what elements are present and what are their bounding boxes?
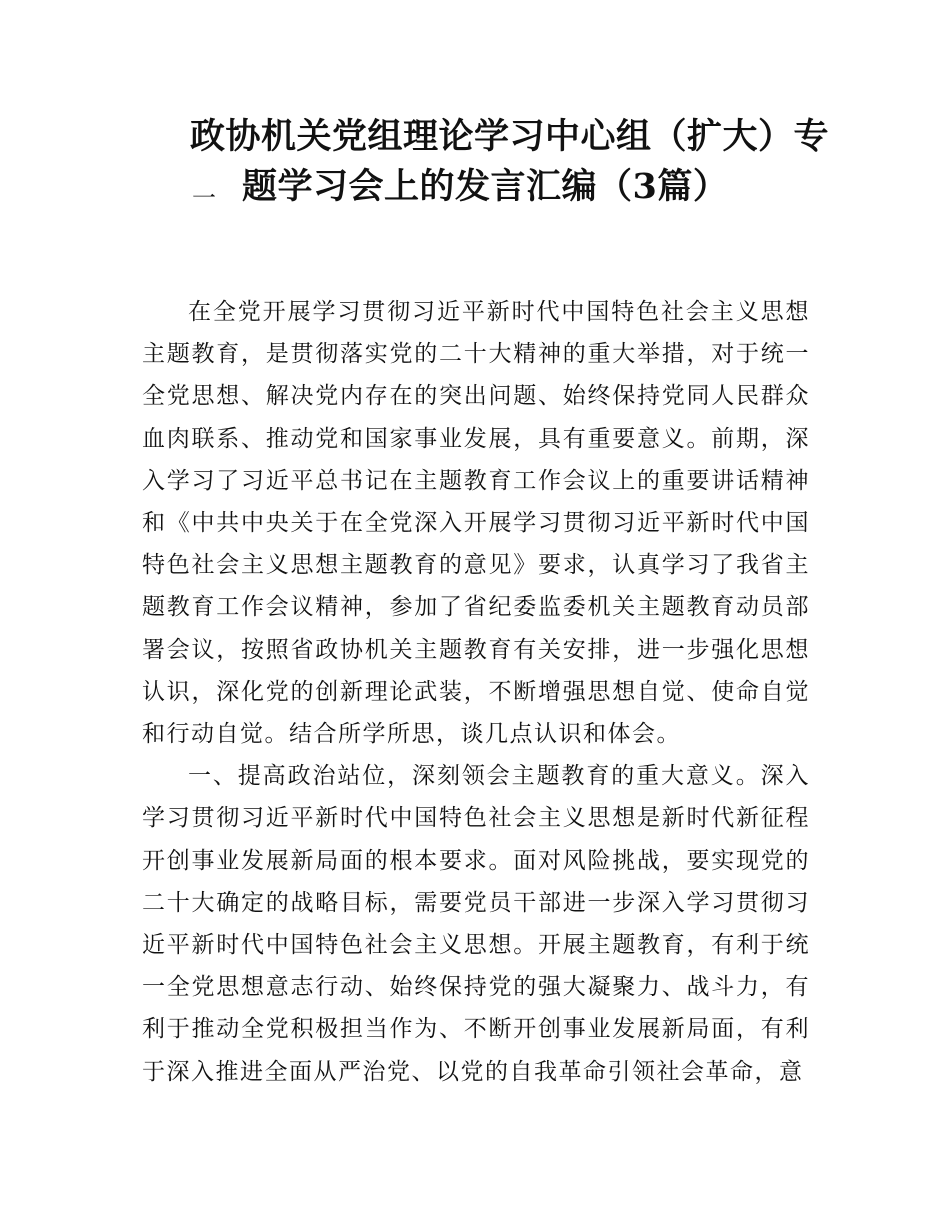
document-title: [140, 112, 840, 212]
paragraph-point-1: 一、提高政治站位，深刻领会主题教育的重大意义。深入学习贯彻习近平新时代中国特色社会主义思想是新时代新征程开创事业发展新局面的根本要求。面对风险挑战，要实现党的二十大确定的战略目标，需要党员干部进一步深入学习贯彻习近平新时代中国特色社会主义思想。开展主题教育，有利于统一全党思想意志行动、始终保持党的强大凝聚力、战斗力，有利于推动全党积极担当作为、不断开创事业发展新局面，有利于深入推进全面从严治党、以党的自我革命引领社会革命，意: [142, 763, 810, 1085]
paragraph-intro: 在全党开展学习贯彻习近平新时代中国特色社会主义思想主题教育，是贯彻落实党的二十大精神的重大举措，对于统一全党思想、解决党内存在的突出问题、始终保持党同人民群众血肉联系、推动党和国家事业发展，具有重要意义。前期，深入学习了习近平总书记在主题教育工作会议上的重要讲话精神和《中共中央关于在全党深入开展学习贯彻习近平新时代中国特色社会主义思想主题教育的意见》要求，认真学习了我省主题教育工作会议精神，参加了省纪委监委机关主题教育动员部署会议，按照省政协机关主题教育有关安排，进一步强化思想认识，深化党的创新理论武装，不断增强思想自觉、使命自觉和行动自觉。结合所学所思，谈几点认识和体会。: [142, 299, 810, 748]
body-text: [142, 291, 810, 1093]
title-line-2: 题学习会上的发言汇编（3篇）: [242, 166, 729, 207]
title-line-1: 政协机关党组理论学习中心组（扩大）专: [190, 116, 830, 157]
section-number: 一: [192, 184, 216, 212]
